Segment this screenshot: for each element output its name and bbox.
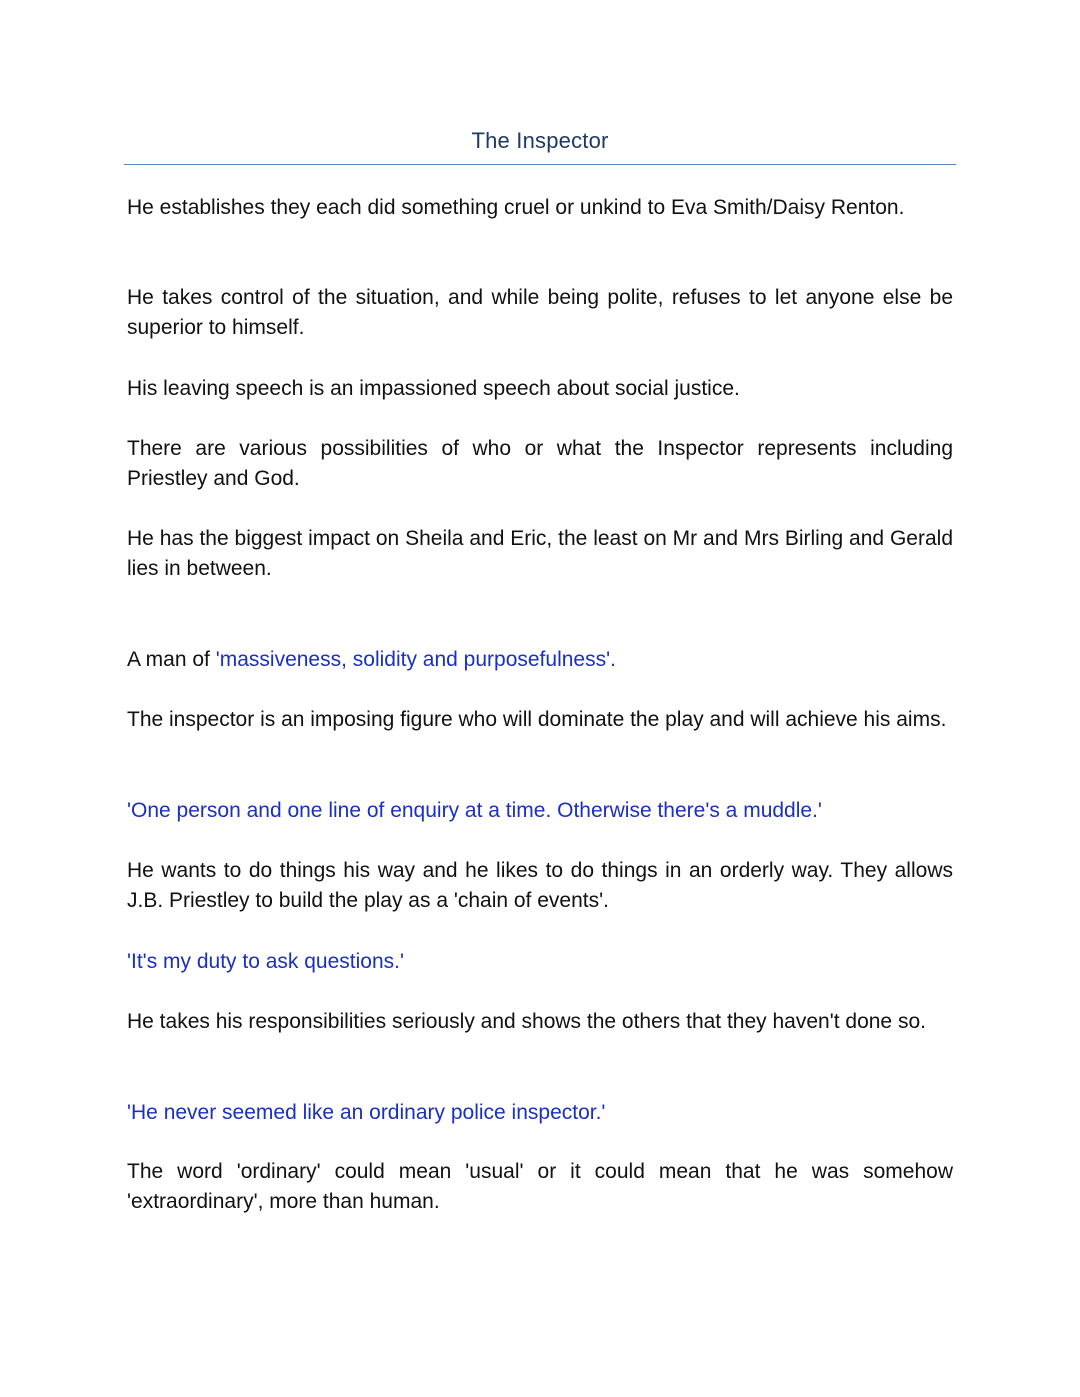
paragraph-biggest-impact: He has the biggest impact on Sheila and Eric, the least on Mr and Mrs Birling and Gerald lies in between. [127, 527, 953, 580]
quote-my-duty: 'It's my duty to ask questions.' [127, 950, 404, 973]
title-divider [124, 164, 956, 165]
man-of-prefix: A man of [127, 648, 216, 671]
quote-one-person: 'One person and one line of enquiry at a time. Otherwise there's a muddle.' [127, 799, 822, 822]
page-title: The Inspector [471, 128, 609, 153]
quote-never-seemed: 'He never seemed like an ordinary police inspector.' [127, 1101, 606, 1124]
paragraph-leaving-speech: His leaving speech is an impassioned speech about social justice. [127, 377, 740, 400]
paragraph-cruel-or-unkind: He establishes they each did something cruel or unkind to Eva Smith/Daisy Renton. [127, 196, 905, 219]
paragraph-ordinary-word: The word 'ordinary' could mean 'usual' or it could mean that he was somehow 'extraordinary', more than human. [127, 1160, 953, 1213]
quote-massiveness: 'massiveness, solidity and purposefulness'. [215, 648, 616, 671]
paragraph-orderly-way: He wants to do things his way and he likes to do things in an orderly way. They allows J.B. Priestley to build the play as a 'chain of events'. [127, 859, 953, 912]
paragraph-imposing-figure: The inspector is an imposing figure who will dominate the play and will achieve his aims. [127, 708, 947, 731]
paragraph-takes-control: He takes control of the situation, and while being polite, refuses to let anyone else be superior to himself. [127, 286, 953, 339]
paragraph-responsibilities: He takes his responsibilities seriously and shows the others that they haven't done so. [127, 1010, 926, 1033]
paragraph-possibilities: There are various possibilities of who or what the Inspector represents including Priestley and God. [127, 437, 953, 490]
paragraph-man-of [127, 645, 953, 675]
